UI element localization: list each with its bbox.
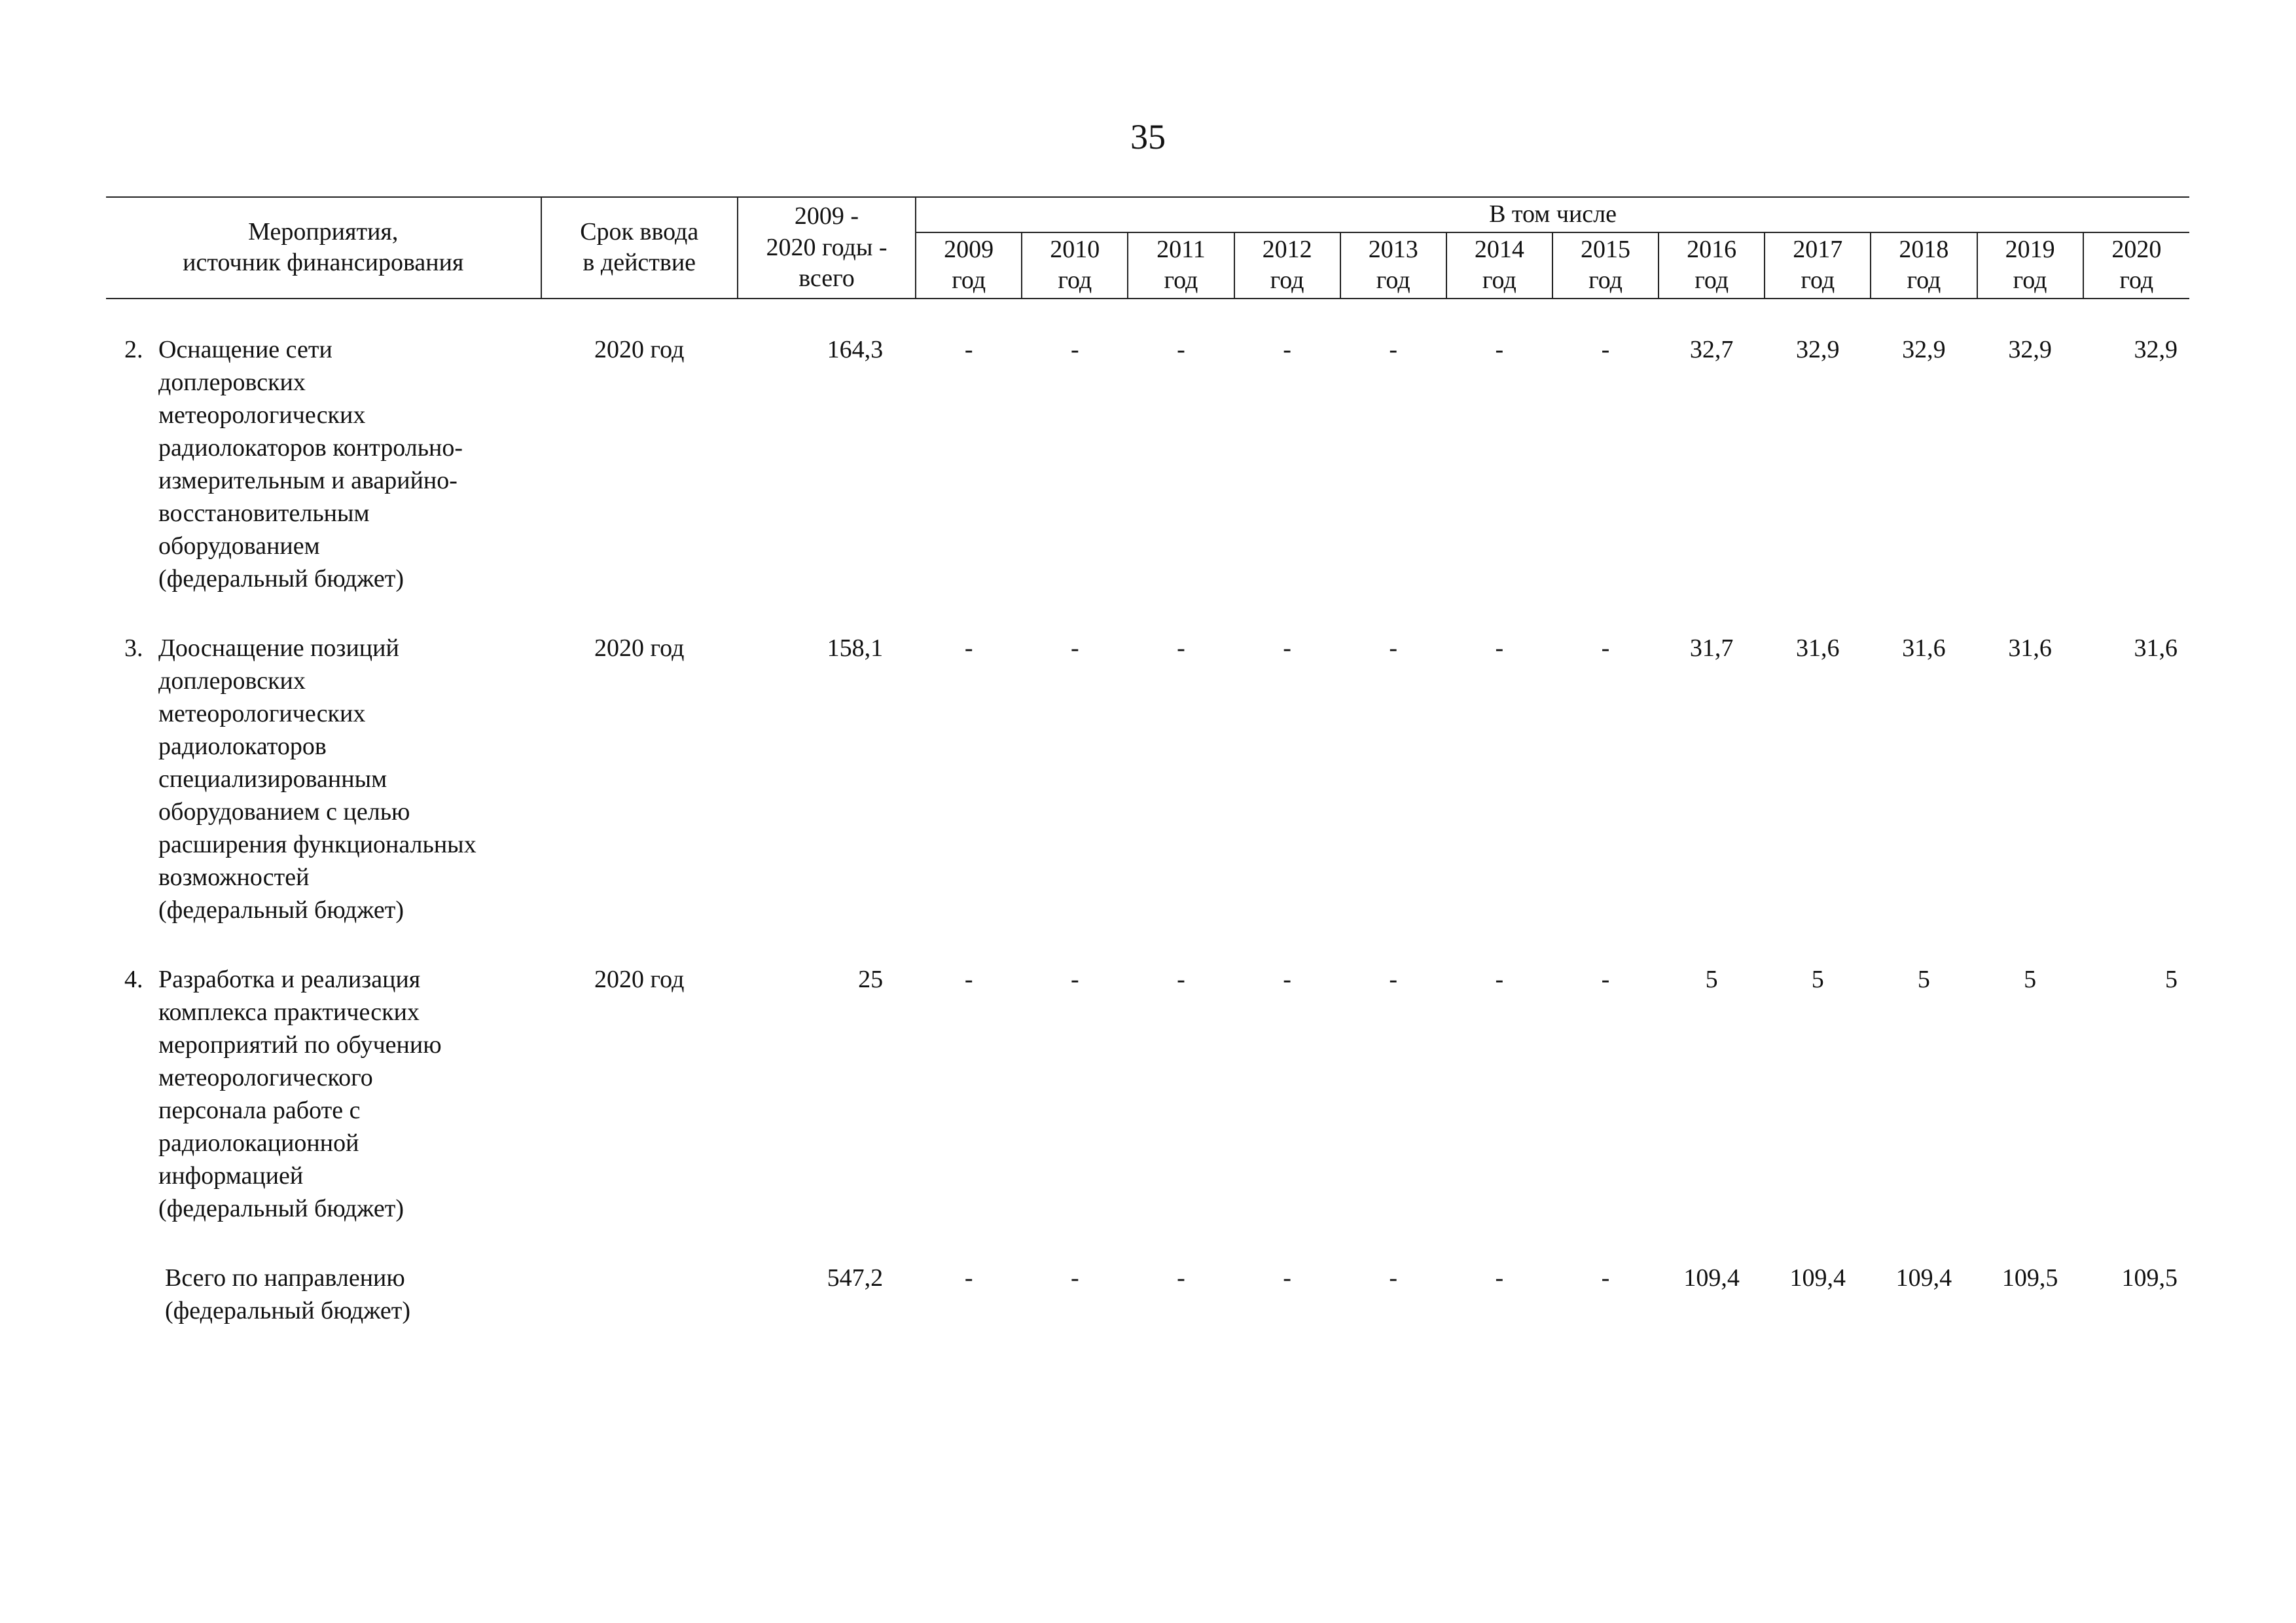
value-2012: - xyxy=(1283,335,1291,363)
value-2017: 31,6 xyxy=(1796,634,1840,662)
header-year-2013: 2013 год xyxy=(1340,232,1446,299)
value-2013: - xyxy=(1389,335,1398,363)
value-2009: - xyxy=(964,1264,973,1292)
header-year-2018: 2018 год xyxy=(1871,232,1977,299)
value-2010: - xyxy=(1070,634,1079,662)
value-2011: - xyxy=(1177,335,1185,363)
term-cell: 2020 год xyxy=(594,965,685,993)
term-cell: 2020 год xyxy=(594,634,685,662)
measure-number: 2. xyxy=(124,335,143,363)
measure-text: Оснащение сети доплеровских метеорологических радиолокаторов контрольно- измерительным и аварийно- восстановительным оборудованием (федеральный бюджет) xyxy=(158,335,463,593)
total-sum: 547,2 xyxy=(827,1264,884,1292)
value-2020: 109,5 xyxy=(2121,1264,2178,1292)
value-2011: - xyxy=(1177,634,1185,662)
value-2017: 109,4 xyxy=(1789,1264,1846,1292)
value-2018: 5 xyxy=(1917,965,1930,993)
value-2019: 5 xyxy=(2024,965,2037,993)
value-2014: - xyxy=(1495,965,1504,993)
table-row xyxy=(106,632,2189,963)
value-2012: - xyxy=(1283,634,1291,662)
header-year-2019: 2019 год xyxy=(1977,232,2083,299)
value-2016: 5 xyxy=(1705,965,1718,993)
total-row xyxy=(106,1262,2189,1327)
value-2020: 5 xyxy=(2165,965,2178,993)
measure-number: 4. xyxy=(124,965,143,993)
header-year-2020: 2020 год xyxy=(2083,232,2189,299)
total-cell: 164,3 xyxy=(827,335,884,363)
value-2020: 32,9 xyxy=(2134,335,2178,363)
value-2013: - xyxy=(1389,965,1398,993)
value-2009: - xyxy=(964,965,973,993)
value-2010: - xyxy=(1070,965,1079,993)
total-cell: 25 xyxy=(858,965,884,993)
total-term-empty xyxy=(541,1262,738,1327)
measure-number: 3. xyxy=(124,634,143,662)
header-including: В том числе xyxy=(916,197,2189,232)
header-total: 2009 - 2020 годы - всего xyxy=(738,197,916,299)
value-2015: - xyxy=(1601,1264,1610,1292)
measure-cell xyxy=(106,333,541,632)
value-2013: - xyxy=(1389,634,1398,662)
measure-text: Дооснащение позиций доплеровских метеорологических радиолокаторов специализированным оборудованием с целью расширения функциональных возможностей (федеральный бюджет) xyxy=(158,634,476,924)
value-2010: - xyxy=(1070,1264,1079,1292)
value-2019: 31,6 xyxy=(2008,634,2052,662)
value-2009: - xyxy=(964,634,973,662)
header-year-2009: 2009 год xyxy=(916,232,1022,299)
value-2015: - xyxy=(1601,335,1610,363)
header-year-2011: 2011 год xyxy=(1128,232,1234,299)
value-2016: 31,7 xyxy=(1689,634,1734,662)
header-year-2012: 2012 год xyxy=(1234,232,1340,299)
page-number: 35 xyxy=(1130,117,1166,156)
header-year-2017: 2017 год xyxy=(1765,232,1871,299)
measure-text: Разработка и реализация комплекса практических мероприятий по обучению метеорологического персонала работе с радиолокационной информацией (федеральный бюджет) xyxy=(158,965,442,1222)
measure-cell xyxy=(106,963,541,1262)
value-2015: - xyxy=(1601,965,1610,993)
measure-cell xyxy=(106,632,541,963)
value-2011: - xyxy=(1177,965,1185,993)
header-term: Срок ввода в действие xyxy=(541,197,738,299)
value-2013: - xyxy=(1389,1264,1398,1292)
value-2020: 31,6 xyxy=(2134,634,2178,662)
value-2014: - xyxy=(1495,1264,1504,1292)
value-2014: - xyxy=(1495,335,1504,363)
value-2018: 31,6 xyxy=(1902,634,1946,662)
value-2015: - xyxy=(1601,634,1610,662)
header-year-2015: 2015 год xyxy=(1552,232,1659,299)
funding-table xyxy=(106,196,2189,1327)
value-2012: - xyxy=(1283,965,1291,993)
value-2017: 5 xyxy=(1811,965,1824,993)
value-2019: 109,5 xyxy=(2001,1264,2058,1292)
value-2019: 32,9 xyxy=(2008,335,2052,363)
value-2018: 32,9 xyxy=(1902,335,1946,363)
header-year-2010: 2010 год xyxy=(1022,232,1128,299)
value-2014: - xyxy=(1495,634,1504,662)
value-2016: 32,7 xyxy=(1689,335,1734,363)
value-2016: 109,4 xyxy=(1683,1264,1740,1292)
header-year-2014: 2014 год xyxy=(1446,232,1552,299)
header-measures: Мероприятия, источник финансирования xyxy=(106,197,541,299)
term-cell: 2020 год xyxy=(594,335,685,363)
total-cell: 158,1 xyxy=(827,634,884,662)
table-row xyxy=(106,333,2189,632)
value-2018: 109,4 xyxy=(1895,1264,1952,1292)
value-2009: - xyxy=(964,335,973,363)
table-row xyxy=(106,963,2189,1262)
header-year-2016: 2016 год xyxy=(1659,232,1765,299)
value-2011: - xyxy=(1177,1264,1185,1292)
value-2012: - xyxy=(1283,1264,1291,1292)
total-label: Всего по направлению (федеральный бюджет) xyxy=(165,1264,411,1324)
value-2017: 32,9 xyxy=(1796,335,1840,363)
value-2010: - xyxy=(1070,335,1079,363)
